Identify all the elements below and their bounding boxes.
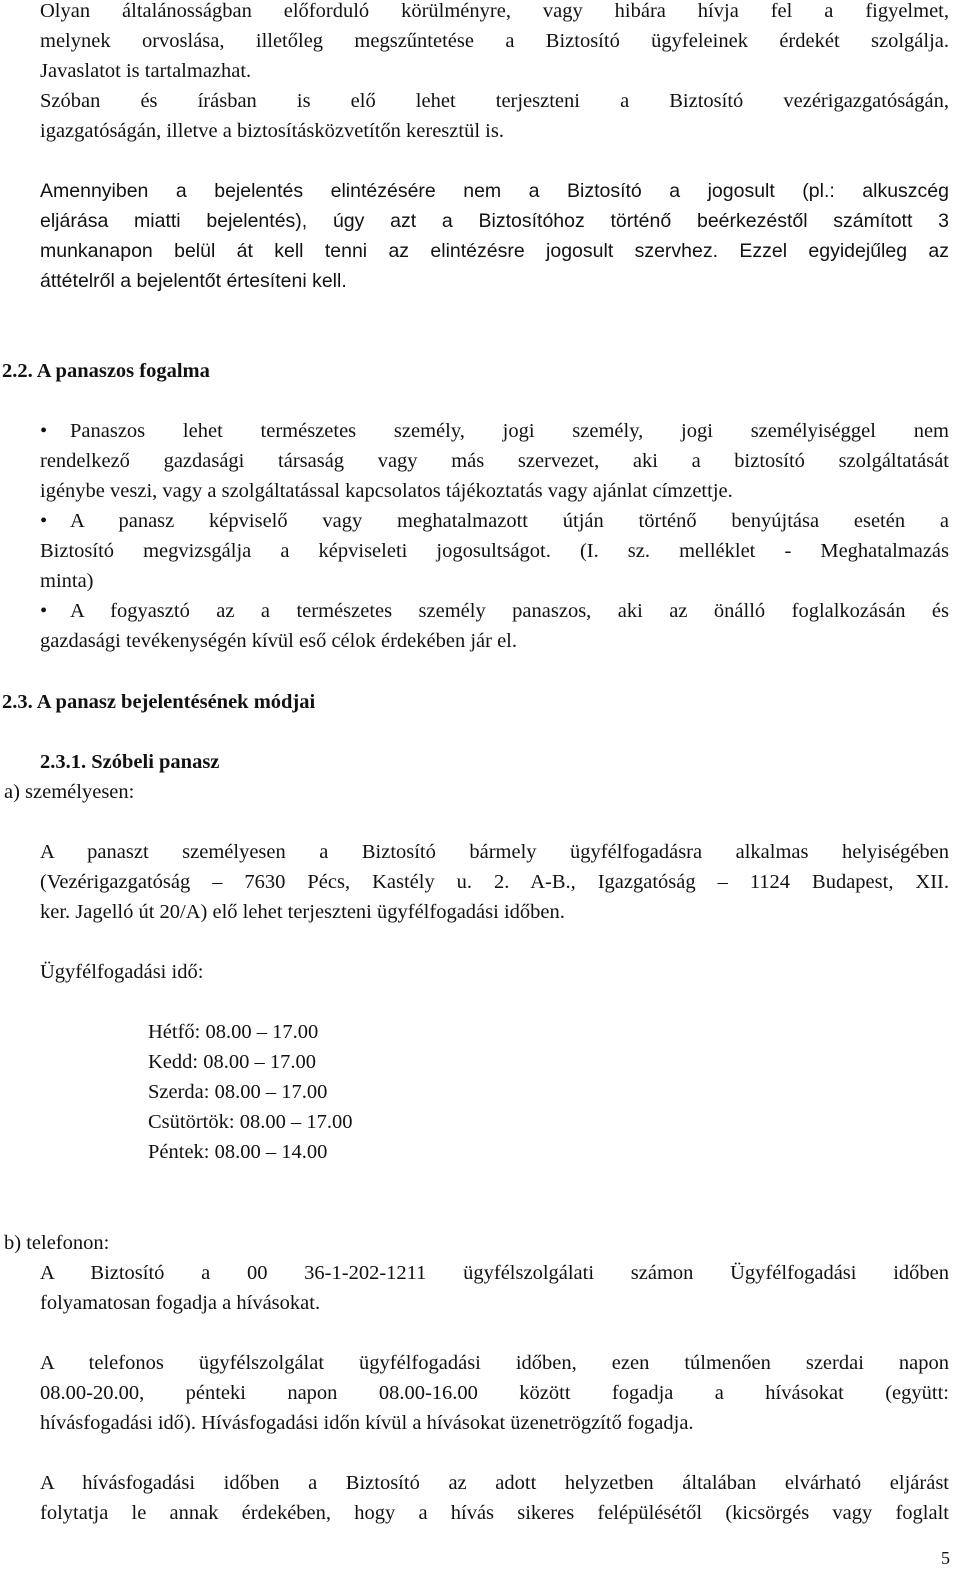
- bullet-line: A fogyasztó az a természetes személy panaszos, aki az önálló foglalkozásán és: [70, 600, 949, 622]
- bullet-line: rendelkező gazdasági társaság vagy más szervezet, aki a biztosító szolgáltatását: [40, 450, 949, 472]
- hours-title: Ügyfélfogadási idő:: [40, 961, 204, 983]
- paragraph-line: A hívásfogadási időben a Biztosító az adott helyzetben általában elvárható eljárást: [40, 1472, 949, 1494]
- bullet-line: Panaszos lehet természetes személy, jogi személy, jogi személyiséggel nem: [70, 420, 949, 442]
- hours-row: Csütörtök: 08.00 – 17.00: [148, 1111, 353, 1133]
- paragraph-line: hívásfogadási idő). Hívásfogadási időn kívül a hívásokat üzenetrögzítő fogadja.: [40, 1412, 694, 1434]
- paragraph-line: ker. Jagelló út 20/A) elő lehet terjeszteni ügyfélfogadási időben.: [40, 901, 565, 923]
- paragraph-line: melynek orvoslása, illetőleg megszűntetése a Biztosító ügyfeleinek érdekét szolgálja.: [40, 30, 949, 52]
- paragraph-line: (Vezérigazgatóság – 7630 Pécs, Kastély u. 2. A-B., Igazgatóság – 1124 Budapest, XII.: [40, 871, 949, 893]
- hours-row: Kedd: 08.00 – 17.00: [148, 1051, 316, 1073]
- paragraph-line: 08.00-20.00, pénteki napon 08.00-16.00 között fogadja a hívásokat (együtt:: [40, 1382, 949, 1404]
- paragraph-line: folyamatosan fogadja a hívásokat.: [40, 1292, 321, 1314]
- page-number: 5: [941, 1548, 950, 1568]
- list-label: b) telefonon:: [4, 1232, 110, 1254]
- section-heading: 2.3. A panasz bejelentésének módjai: [2, 691, 316, 713]
- paragraph-line: Olyan általánosságban előforduló körülményre, vagy hibára hívja fel a figyelmet,: [40, 0, 949, 22]
- hours-row: Szerda: 08.00 – 17.00: [148, 1081, 328, 1103]
- hours-row: Péntek: 08.00 – 14.00: [148, 1141, 328, 1163]
- subsection-heading: 2.3.1. Szóbeli panasz: [40, 751, 220, 773]
- bullet-mark: •: [40, 600, 48, 622]
- bullet-line: A panasz képviselő vagy meghatalmazott útján történő benyújtása esetén a: [70, 510, 949, 532]
- paragraph-line: áttételről a bejelentőt értesíteni kell.: [40, 270, 347, 292]
- paragraph-line: Szóban és írásban is elő lehet terjeszteni a Biztosító vezérigazgatóságán,: [40, 90, 949, 112]
- bullet-mark: •: [40, 510, 48, 532]
- paragraph-line: eljárása miatti bejelentés), úgy azt a Biztosítóhoz történő beérkezéstől számított 3: [40, 210, 949, 232]
- bullet-line: igénybe veszi, vagy a szolgáltatással kapcsolatos tájékoztatás vagy ajánlat címzettje.: [40, 480, 733, 502]
- paragraph-line: munkanapon belül át kell tenni az elintézésre jogosult szervhez. Ezzel egyidejűleg az: [40, 240, 949, 262]
- bullet-line: gazdasági tevékenységén kívül eső célok érdekében jár el.: [40, 630, 517, 652]
- paragraph-line: A panaszt személyesen a Biztosító bármely ügyfélfogadásra alkalmas helyiségében: [40, 841, 949, 863]
- paragraph-line: Amennyiben a bejelentés elintézésére nem a Biztosító a jogosult (pl.: alkuszcég: [40, 180, 949, 202]
- bullet-line: Biztosító megvizsgálja a képviseleti jogosultságot. (I. sz. melléklet - Meghatalmazás: [40, 540, 949, 562]
- bullet-mark: •: [40, 420, 48, 442]
- hours-row: Hétfő: 08.00 – 17.00: [148, 1021, 319, 1043]
- bullet-line: minta): [40, 570, 94, 592]
- paragraph-line: igazgatóságán, illetve a biztosításközvetítőn keresztül is.: [40, 120, 504, 142]
- paragraph-line: A Biztosító a 00 36-1-202-1211 ügyfélszolgálati számon Ügyfélfogadási időben: [40, 1262, 949, 1284]
- list-label: a) személyesen:: [4, 781, 135, 803]
- paragraph-line: A telefonos ügyfélszolgálat ügyfélfogadási időben, ezen túlmenően szerdai napon: [40, 1352, 949, 1374]
- paragraph-line: Javaslatot is tartalmazhat.: [40, 60, 252, 82]
- paragraph-line: folytatja le annak érdekében, hogy a hívás sikeres felépülésétől (kicsörgés vagy foglalt: [40, 1502, 949, 1524]
- section-heading: 2.2. A panaszos fogalma: [2, 360, 210, 382]
